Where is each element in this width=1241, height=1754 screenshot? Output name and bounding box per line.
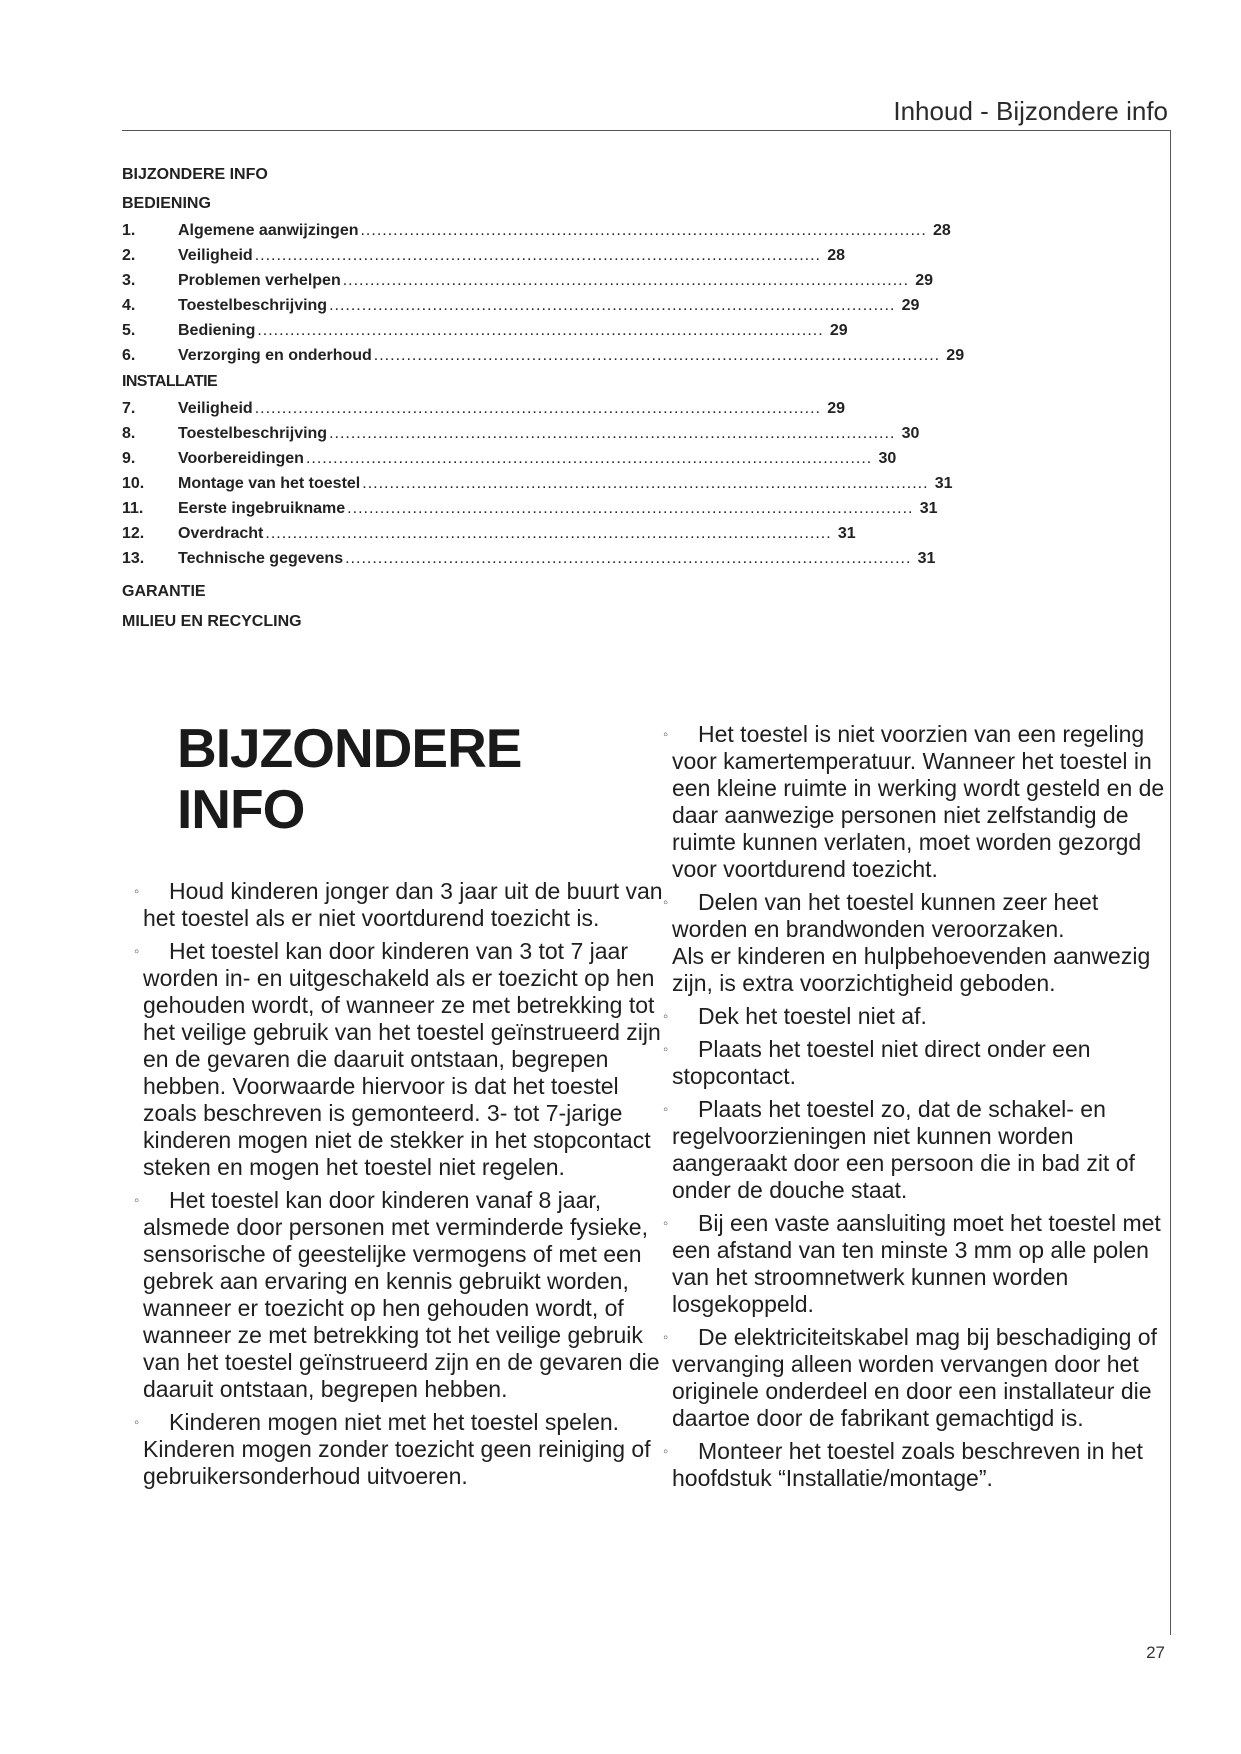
bullet-circle-icon: ◦ — [663, 1443, 669, 1460]
toc-entry-page: 30 — [901, 425, 920, 442]
toc-entry-title: Montage van het toestel — [178, 475, 361, 492]
toc-entry-page: 29 — [915, 272, 934, 289]
toc-leader-dots: ........................................................................................................ — [347, 500, 914, 517]
bullet-item — [134, 1187, 663, 1403]
bullet-item — [663, 1438, 1170, 1492]
toc-entry-number: 4. — [122, 297, 136, 314]
toc-entry-page: 31 — [919, 500, 938, 517]
toc-leader-dots: ........................................................................................................ — [329, 297, 896, 314]
toc-entry[interactable] — [122, 446, 897, 471]
side-rule — [1170, 130, 1171, 1635]
bullet-item — [663, 1210, 1170, 1318]
toc-entry-title: Veiligheid — [178, 400, 253, 417]
toc-entry-number: 8. — [122, 425, 136, 442]
section-title — [177, 718, 522, 840]
bullet-text: Delen van het toestel kunnen zeer heet worden en brandwonden veroorzaken. — [672, 889, 1099, 942]
bullet-continuation-text: Als er kinderen en hulpbehoevenden aanwezig zijn, is extra voorzichtigheid geboden. — [672, 943, 1151, 996]
bullet-item — [663, 1003, 1170, 1030]
bullet-circle-icon: ◦ — [663, 1041, 669, 1058]
toc-entry[interactable] — [122, 218, 951, 243]
toc-entry[interactable] — [122, 318, 848, 343]
bullet-text: Het toestel kan door kinderen van 3 tot 7 jaar worden in- en uitgeschakeld als er toezicht op hen gehouden wordt, of wanneer ze met betrekking tot het veilige gebruik van het toestel geïnstrueerd zijn en de gevaren die daaruit ontstaan, begrepen hebben. Voorwaarde hiervoor is dat het toestel zoals beschreven is gemonteerd. 3- tot 7-jarige kinderen mogen niet de stekker in het stopcontact steken en mogen het toestel niet regelen. — [143, 938, 661, 1180]
toc-entry-page: 31 — [934, 475, 953, 492]
left-column — [134, 878, 663, 1496]
page-header-title: Inhoud - Bijzondere info — [893, 96, 1168, 126]
bullet-circle-icon: ◦ — [134, 1414, 140, 1431]
toc-heading-garantie[interactable]: GARANTIE — [122, 583, 206, 600]
toc-entry-page: 31 — [917, 550, 936, 567]
toc-leader-dots: ........................................................................................................ — [360, 222, 927, 239]
toc-leader-dots: ........................................................................................................ — [342, 272, 910, 289]
toc-leader-dots: ........................................................................................................ — [305, 450, 873, 467]
bullet-item — [134, 878, 663, 932]
toc-leader-dots: ........................................................................................................ — [345, 550, 912, 567]
toc-entry-number: 10. — [122, 475, 145, 492]
toc-entry-title: Bediening — [178, 322, 256, 339]
bullet-text: Plaats het toestel zo, dat de schakel- en regelvoorzieningen niet kunnen worden aangeraakt door een persoon die in bad zit of onder de douche staat. — [672, 1096, 1135, 1203]
toc-entry[interactable] — [122, 521, 856, 546]
bullet-circle-icon: ◦ — [663, 1215, 669, 1232]
toc-entry[interactable] — [122, 421, 920, 446]
toc-entry-title: Toestelbeschrijving — [178, 297, 328, 314]
bullet-circle-icon: ◦ — [663, 1101, 669, 1118]
toc-entry-title: Problemen verhelpen — [178, 272, 341, 289]
bullet-circle-icon: ◦ — [663, 726, 669, 743]
bullet-text: Plaats het toestel niet direct onder een stopcontact. — [672, 1036, 1091, 1089]
bullet-item — [663, 1096, 1170, 1204]
toc-entry[interactable] — [122, 293, 920, 318]
toc-entry-title: Voorbereidingen — [178, 450, 304, 467]
bullet-item — [134, 938, 663, 1181]
toc-entry-title: Veiligheid — [178, 247, 253, 264]
toc-entry-title: Technische gegevens — [178, 550, 344, 567]
bullet-circle-icon: ◦ — [134, 943, 140, 960]
toc-leader-dots: ........................................................................................................ — [254, 400, 821, 417]
bullet-item — [663, 721, 1170, 883]
bullet-text: Kinderen mogen niet met het toestel spelen. Kinderen mogen zonder toezicht geen reiniging of gebruikersonderhoud uitvoeren. — [143, 1409, 651, 1489]
toc-entry[interactable] — [122, 396, 845, 421]
bullet-circle-icon: ◦ — [663, 1008, 669, 1025]
toc-entry-number: 3. — [122, 272, 136, 289]
table-of-contents — [122, 160, 965, 637]
toc-entry-title: Verzorging en onderhoud — [178, 347, 372, 364]
toc-leader-dots: ........................................................................................................ — [329, 425, 896, 442]
bullet-item — [134, 1409, 663, 1490]
bullet-item — [663, 889, 1170, 997]
toc-entry-title: Toestelbeschrijving — [178, 425, 328, 442]
toc-leader-dots: ........................................................................................................ — [265, 525, 832, 542]
bullet-text: Dek het toestel niet af. — [698, 1003, 927, 1029]
toc-entry-number: 7. — [122, 400, 136, 417]
toc-entry-page: 29 — [829, 322, 848, 339]
toc-entry-page: 31 — [837, 525, 856, 542]
toc-heading-bediening[interactable]: BEDIENING — [122, 195, 211, 212]
bullet-circle-icon: ◦ — [663, 1329, 669, 1346]
toc-leader-dots: ........................................................................................................ — [373, 347, 941, 364]
toc-list-installatie — [122, 396, 953, 571]
toc-list-bediening — [122, 218, 965, 368]
toc-entry-page: 29 — [946, 347, 965, 364]
toc-heading-milieu[interactable]: MILIEU EN RECYCLING — [122, 613, 302, 630]
toc-entry-number: 13. — [122, 550, 145, 567]
toc-entry[interactable] — [122, 546, 936, 571]
bullet-circle-icon: ◦ — [134, 883, 140, 900]
section-title-line2: INFO — [177, 778, 305, 840]
toc-entry[interactable] — [122, 243, 845, 268]
toc-entry-number: 1. — [122, 222, 136, 239]
toc-entry-number: 9. — [122, 450, 136, 467]
toc-leader-dots: ........................................................................................................ — [362, 475, 929, 492]
bullet-text: De elektriciteitskabel mag bij beschadiging of vervanging alleen worden vervangen door het originele onderdeel en door een installateur die daartoe door de fabrikant gemachtigd is. — [672, 1324, 1157, 1431]
toc-entry-number: 6. — [122, 347, 136, 364]
toc-entry[interactable] — [122, 343, 965, 368]
toc-entry-page: 29 — [827, 400, 845, 417]
toc-heading-installatie[interactable]: INSTALLATIE — [122, 373, 218, 390]
right-column — [663, 721, 1170, 1498]
toc-entry-number: 12. — [122, 525, 145, 542]
toc-entry[interactable] — [122, 496, 938, 521]
bullet-text: Houd kinderen jonger dan 3 jaar uit de buurt van het toestel als er niet voortdurend toezicht is. — [143, 878, 663, 931]
toc-entry[interactable] — [122, 268, 934, 293]
toc-heading-bijzondere-info[interactable]: BIJZONDERE INFO — [122, 166, 268, 183]
toc-entry-page: 30 — [878, 450, 897, 467]
page-number: 27 — [1146, 1643, 1165, 1662]
toc-entry-title: Algemene aanwijzingen — [178, 222, 359, 239]
toc-leader-dots: ........................................................................................................ — [254, 247, 821, 264]
toc-entry-page: 28 — [933, 222, 951, 239]
bullet-text: Bij een vaste aansluiting moet het toestel met een afstand van ten minste 3 mm op alle polen van het stroomnetwerk kunnen worden losgekoppeld. — [672, 1210, 1161, 1317]
header-rule — [122, 130, 1171, 131]
bullet-circle-icon: ◦ — [663, 894, 669, 911]
toc-entry-title: Overdracht — [178, 525, 264, 542]
bullet-item — [663, 1036, 1170, 1090]
bullet-circle-icon: ◦ — [134, 1192, 140, 1209]
section-title-line1: BIJZONDERE — [177, 717, 522, 779]
toc-entry[interactable] — [122, 471, 953, 496]
toc-leader-dots: ........................................................................................................ — [257, 322, 824, 339]
toc-entry-page: 29 — [901, 297, 920, 314]
toc-entry-title: Eerste ingebruikname — [178, 500, 346, 517]
toc-entry-number: 11. — [122, 500, 144, 517]
toc-entry-number: 2. — [122, 247, 136, 264]
toc-entry-number: 5. — [122, 322, 136, 339]
bullet-text: Het toestel is niet voorzien van een regeling voor kamertemperatuur. Wanneer het toestel in een kleine ruimte in werking wordt gesteld en de daar aanwezige personen niet zelfstandig de ruimte kunnen verlaten, moet worden gezorgd voor voortdurend toezicht. — [672, 721, 1165, 882]
bullet-text: Het toestel kan door kinderen vanaf 8 jaar, alsmede door personen met verminderde fysieke, sensorische of geestelijke vermogens of met een gebrek aan ervaring en kennis gebruikt worden, wanneer er toezicht op hen gehouden wordt, of wanneer ze met betrekking tot het veilige gebruik van het toestel geïnstrueerd zijn en de gevaren die daaruit ontstaan, begrepen hebben. — [143, 1187, 660, 1402]
bullet-item — [663, 1324, 1170, 1432]
bullet-text: Monteer het toestel zoals beschreven in het hoofdstuk “Installatie/montage”. — [672, 1438, 1143, 1491]
toc-entry-page: 28 — [827, 247, 845, 264]
